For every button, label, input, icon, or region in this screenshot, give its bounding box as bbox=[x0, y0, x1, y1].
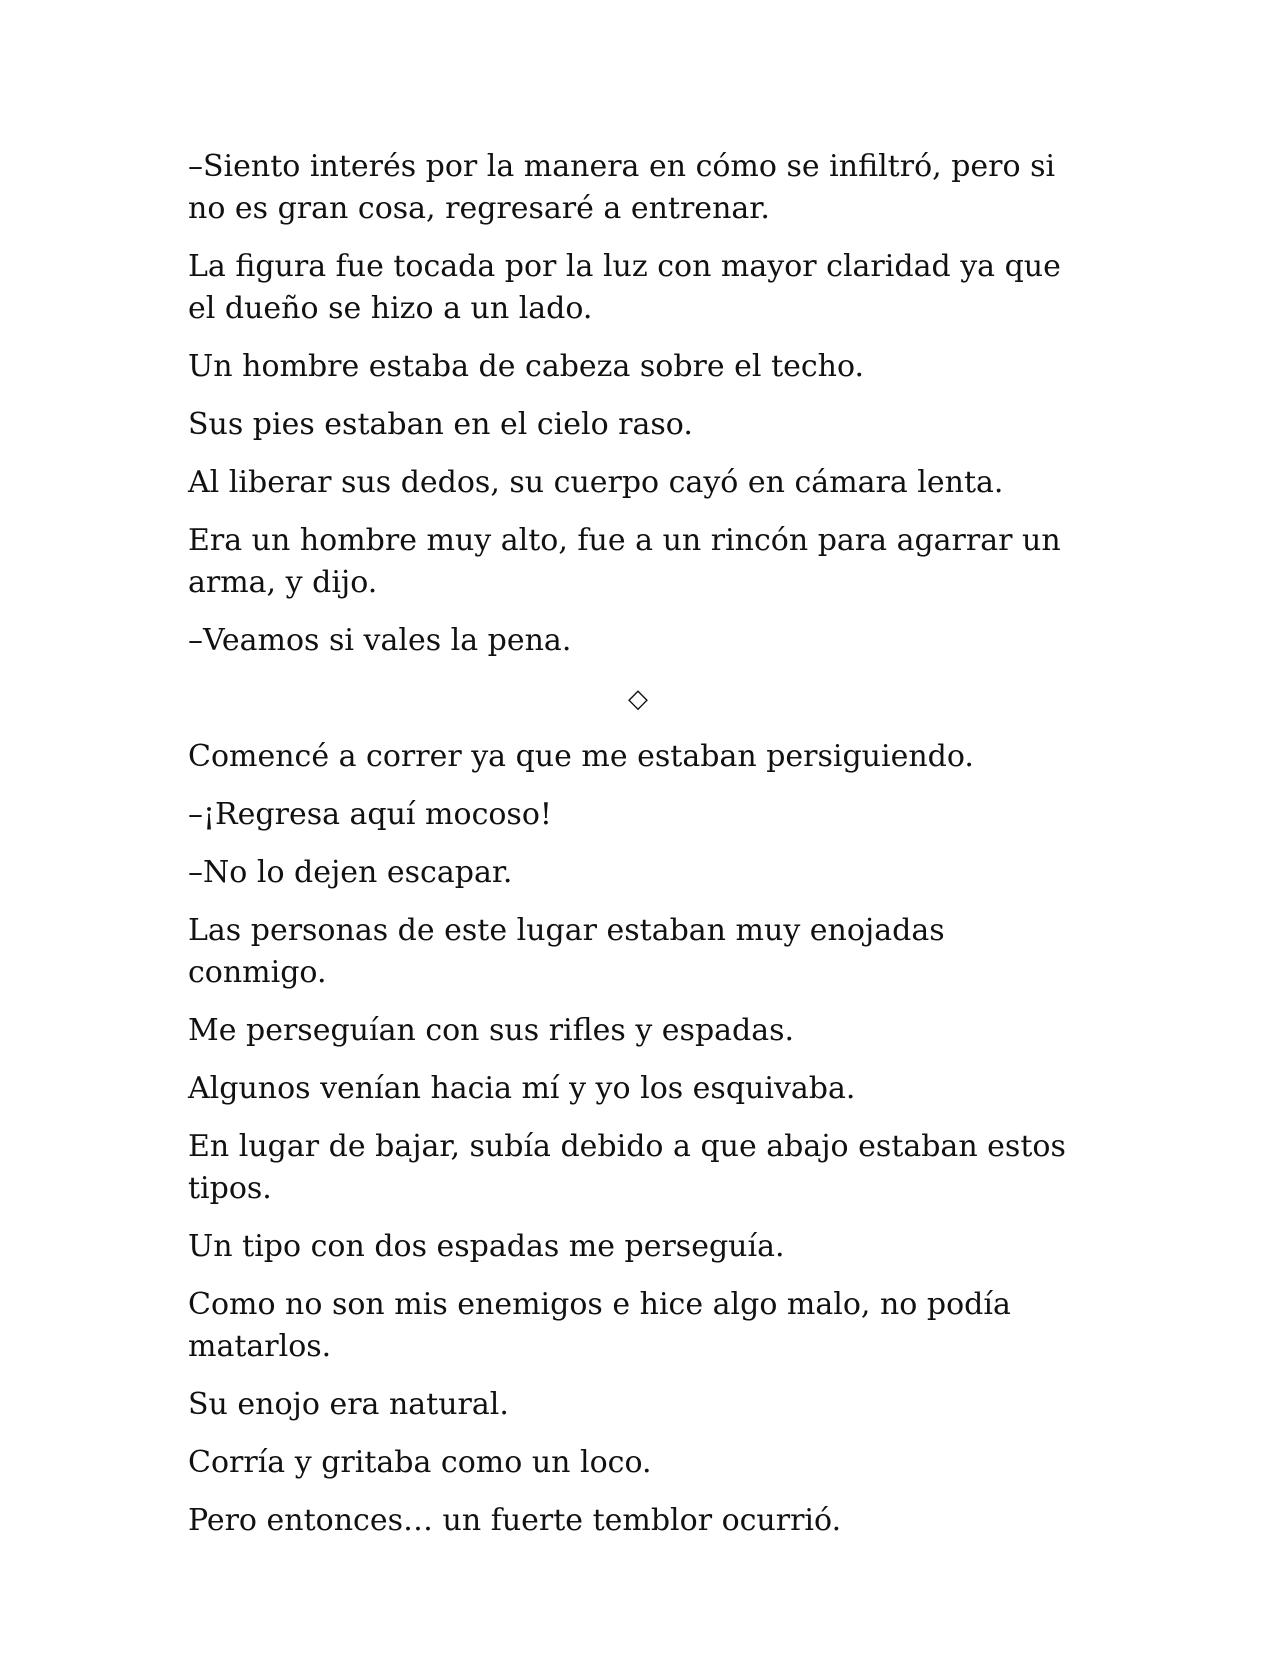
scene-break-diamond-icon: ◇ bbox=[628, 684, 648, 714]
paragraph: –No lo dejen escapar. bbox=[188, 855, 513, 890]
paragraph: Pero entonces… un fuerte temblor ocurrió. bbox=[188, 1503, 842, 1538]
paragraph: Algunos venían hacia mí y yo los esquivaba. bbox=[188, 1071, 856, 1106]
paragraph: Un tipo con dos espadas me perseguía. bbox=[188, 1229, 785, 1264]
document-body bbox=[188, 146, 1088, 1558]
paragraph: Sus pies estaban en el cielo raso. bbox=[188, 407, 693, 442]
paragraph: Corría y gritaba como un loco. bbox=[188, 1445, 652, 1480]
paragraph: –Siento interés por la manera en cómo se infiltró, pero si no es gran cosa, regresaré a entrenar. bbox=[188, 149, 1056, 226]
paragraph: En lugar de bajar, subía debido a que abajo estaban estos tipos. bbox=[188, 1129, 1066, 1206]
paragraph: Su enojo era natural. bbox=[188, 1387, 509, 1422]
paragraph: Como no son mis enemigos e hice algo malo, no podía matarlos. bbox=[188, 1287, 1011, 1364]
paragraph: Me perseguían con sus rifles y espadas. bbox=[188, 1013, 795, 1048]
paragraph: –Veamos si vales la pena. bbox=[188, 623, 572, 658]
paragraph: Un hombre estaba de cabeza sobre el techo. bbox=[188, 349, 865, 384]
paragraph: La figura fue tocada por la luz con mayor claridad ya que el dueño se hizo a un lado. bbox=[188, 249, 1061, 326]
paragraph: Era un hombre muy alto, fue a un rincón para agarrar un arma, y dijo. bbox=[188, 523, 1061, 600]
paragraph: Las personas de este lugar estaban muy enojadas conmigo. bbox=[188, 913, 945, 990]
paragraph: –¡Regresa aquí mocoso! bbox=[188, 797, 552, 832]
paragraph: Comencé a correr ya que me estaban persiguiendo. bbox=[188, 739, 974, 774]
paragraph: Al liberar sus dedos, su cuerpo cayó en cámara lenta. bbox=[188, 465, 1004, 500]
